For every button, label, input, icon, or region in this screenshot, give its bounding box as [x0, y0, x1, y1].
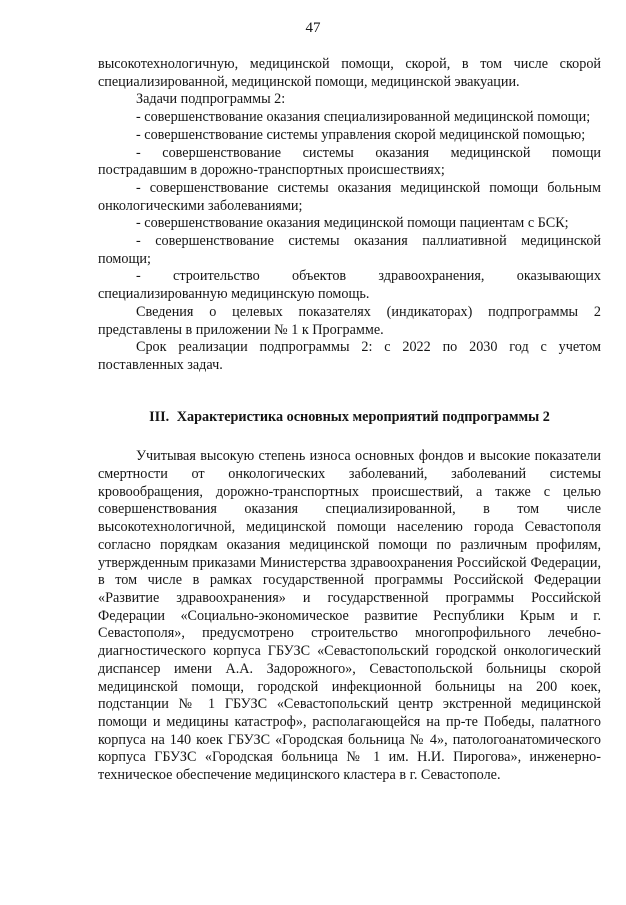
paragraph: Учитывая высокую степень износа основных фондов и высокие показатели смертности от онкологических заболеваний, заболеваний системы кровообращения, дорожно-транспортных происшествий, а также с целью совершенствования оказания специализированной, в том числе высокотехнологичной, медицинской помощи населению города Севастополя согласно порядкам оказания медицинской помощи по различным профилям, утвержденным приказами Министерства здравоохранения Российской Федерации, в том числе в рамках государственной программы Российской Федерации «Развитие здравоохранения» и государственной программы Российской Федерации «Социально-экономическое развитие Республики Крым и г. Севастополя», предусмотрено строительство многопрофильного лечебно-диагностического корпуса ГБУЗС «Севастопольский городской онкологический диспансер имени А.А. Задорожного», Севастопольской больницы скорой медицинской помощи, городской инфекционной больницы на 200 коек, подстанции № 1 ГБУЗС «Севастопольский центр экстренной медицинской помощи и медицины катастроф», располагающейся на пр-те Победы, палатного корпуса на 140 коек ГБУЗС «Городская больница № 4», патологоанатомического корпуса ГБУЗС «Городская больница № 1 им. Н.И. Пирогова», инженерно-техническое обеспечение медицинского кластера в г. Севастополе.	[98, 448, 601, 784]
paragraph: - совершенствование оказания специализированной медицинской помощи;	[136, 109, 591, 126]
paragraph: Срок реализации подпрограммы 2: с 2022 по 2030 год с учетом поставленных задач.	[98, 339, 601, 373]
paragraph: - совершенствование системы управления скорой медицинской помощью;	[136, 126, 586, 143]
paragraph: - совершенствование системы оказания медицинской помощи пострадавшим в дорожно-транспортных происшествиях;	[98, 144, 601, 179]
bottom-paragraphs	[98, 448, 601, 784]
paragraph: - совершенствование системы оказания паллиативной медицинской помощи;	[98, 233, 601, 267]
section-number: III.	[149, 408, 170, 425]
paragraph: - совершенствование системы оказания медицинской помощи больным онкологическими заболеваниями;	[98, 179, 601, 214]
top-paragraphs	[98, 56, 601, 375]
paragraph: высокотехнологичную, медицинской помощи, скорой, в том числе скорой специализированной, медицинской помощи, медицинской эвакуации.	[98, 56, 601, 90]
paragraph: - совершенствование оказания медицинской помощи пациентам с БСК;	[136, 215, 569, 232]
document-body	[98, 56, 601, 785]
section-heading	[98, 409, 601, 427]
page-number: 47	[305, 20, 321, 36]
paragraph: Сведения о целевых показателях (индикаторах) подпрограммы 2 представлены в приложении № 1 к Программе.	[98, 303, 601, 338]
paragraph: - строительство объектов здравоохранения, оказывающих специализированную медицинскую помощь.	[98, 268, 601, 303]
section-title: Характеристика основных мероприятий подпрограммы 2	[176, 408, 550, 425]
paragraph: Задачи подпрограммы 2:	[136, 91, 286, 108]
